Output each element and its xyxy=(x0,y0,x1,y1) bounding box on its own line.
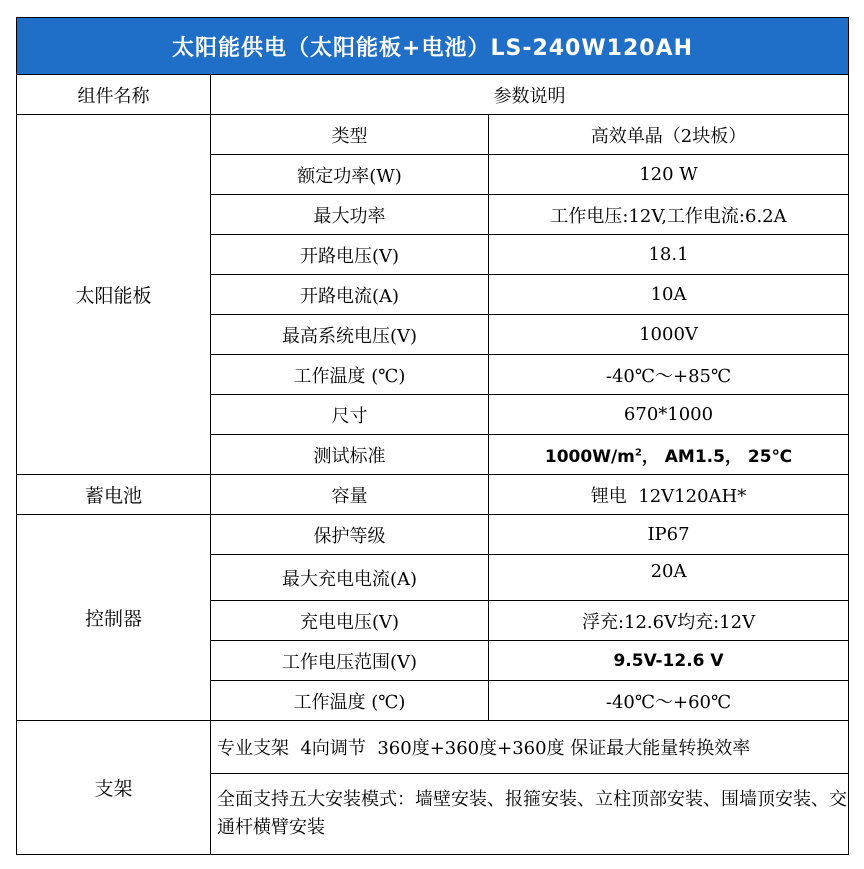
param-value: 10A xyxy=(489,275,849,315)
param-label: 最高系统电压(V) xyxy=(211,315,489,355)
test-standard-prefix: 1000W/m xyxy=(544,447,635,467)
param-label: 工作电压范围(V) xyxy=(211,641,489,681)
table-row xyxy=(17,721,849,774)
param-value: 1000V xyxy=(489,315,849,355)
group-solar-panel: 太阳能板 xyxy=(17,115,211,475)
param-label: 容量 xyxy=(211,475,489,515)
param-value: 670*1000 xyxy=(489,395,849,435)
bracket-desc: 专业支架 4向调节 360度+360度+360度 保证最大能量转换效率 xyxy=(211,721,849,774)
param-value: -40℃～+85℃ xyxy=(489,355,849,395)
param-value: 20A xyxy=(489,555,849,601)
group-bracket: 支架 xyxy=(17,721,211,855)
param-value: 9.5V-12.6 V xyxy=(489,641,849,681)
param-label: 最大功率 xyxy=(211,195,489,235)
table-row xyxy=(17,475,849,515)
param-value: -40℃～+60℃ xyxy=(489,681,849,721)
title-row xyxy=(17,18,849,75)
param-label: 开路电压(V) xyxy=(211,235,489,275)
param-value: 120 W xyxy=(489,155,849,195)
param-label: 开路电流(A) xyxy=(211,275,489,315)
param-value: 高效单晶（2块板） xyxy=(489,115,849,155)
table-row xyxy=(17,115,849,155)
param-label: 最大充电电流(A) xyxy=(211,555,489,601)
param-label: 工作温度 (℃) xyxy=(211,355,489,395)
group-battery: 蓄电池 xyxy=(17,475,211,515)
group-controller: 控制器 xyxy=(17,515,211,721)
param-label: 类型 xyxy=(211,115,489,155)
param-value: 工作电压:12V,工作电流:6.2A xyxy=(489,195,849,235)
param-label: 测试标准 xyxy=(211,435,489,475)
header-params: 参数说明 xyxy=(211,75,849,115)
spec-table xyxy=(16,17,849,855)
param-value: 18.1 xyxy=(489,235,849,275)
header-component: 组件名称 xyxy=(17,75,211,115)
param-value: IP67 xyxy=(489,515,849,555)
bracket-modes: 全面支持五大安装模式：墙壁安装、报箍安装、立柱顶部安装、围墙顶安装、交通杆横臂安装 xyxy=(211,774,849,855)
header-row xyxy=(17,75,849,115)
test-standard-sup: 2 xyxy=(634,447,642,459)
table-row xyxy=(17,515,849,555)
param-label: 尺寸 xyxy=(211,395,489,435)
test-standard-suffix: ， AM1.5， 25℃ xyxy=(641,447,793,467)
param-label: 额定功率(W) xyxy=(211,155,489,195)
param-label: 保护等级 xyxy=(211,515,489,555)
table-title: 太阳能供电（太阳能板+电池）LS-240W120AH xyxy=(17,18,849,75)
param-value-test-standard xyxy=(489,435,849,475)
param-value: 锂电 12V120AH* xyxy=(489,475,849,515)
spec-table-container xyxy=(16,17,848,855)
param-label: 充电电压(V) xyxy=(211,601,489,641)
param-value: 浮充:12.6V均充:12V xyxy=(489,601,849,641)
param-label: 工作温度 (℃) xyxy=(211,681,489,721)
